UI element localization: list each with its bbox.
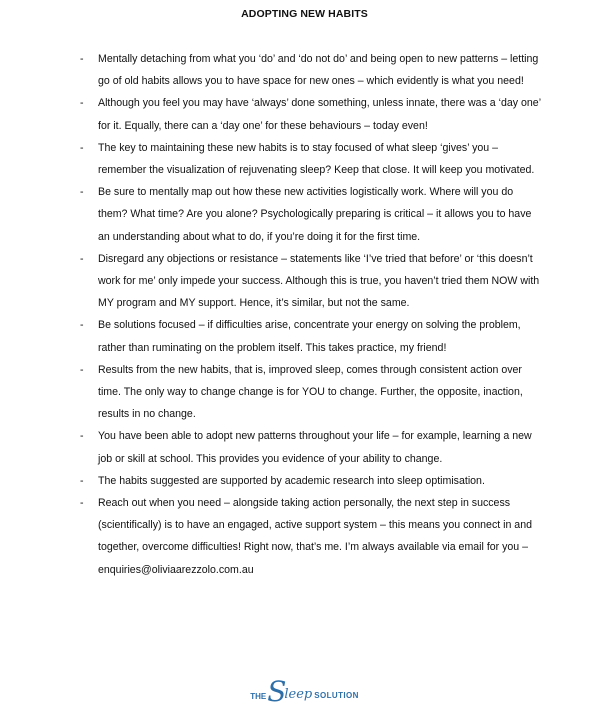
- bullet-marker: -: [80, 474, 84, 487]
- bullet-marker: -: [80, 252, 84, 265]
- bullet-marker: -: [80, 497, 84, 510]
- logo-s-letter: S: [267, 675, 287, 708]
- page-title: ADOPTING NEW HABITS: [241, 8, 368, 20]
- bullet-marker: -: [80, 319, 84, 332]
- bullet-marker: -: [80, 186, 84, 199]
- bullet-text: Mentally detaching from what you ‘do’ and ‘do not do’ and being open to new patterns – letting go of old habits allows you to have space for new ones – which evidently is what you need!: [98, 53, 539, 88]
- sleep-solution-logo: [0, 675, 609, 708]
- bullet-marker: -: [80, 141, 84, 154]
- bullet-text: Although you feel you may have ‘always’ done something, unless innate, there was a ‘day one’ for it. Equally, there can a ‘day one’ for these behaviours – today even!: [98, 97, 541, 132]
- bullet-text: Be sure to mentally map out how these new activities logistically work. Where will you do them? What time? Are you alone? Psychologically preparing is critical – it allows you to have an understanding about what to do, if you’re doing it for the first time.: [98, 186, 532, 243]
- bullet-marker: -: [80, 363, 84, 376]
- list-item: [0, 314, 609, 358]
- bullet-list: [0, 48, 609, 581]
- bullet-marker: -: [80, 430, 84, 443]
- list-item: [0, 470, 609, 492]
- bullet-text: The habits suggested are supported by academic research into sleep optimisation.: [98, 474, 485, 487]
- bullet-marker: -: [80, 53, 84, 65]
- logo-leep-text: leep: [284, 687, 313, 702]
- bullet-text: Results from the new habits, that is, improved sleep, comes through consistent action over time. The only way to change change is for YOU to change. Further, the opposite, inaction, results in no change.: [98, 363, 523, 421]
- bullet-text: The key to maintaining these new habits is to stay focused of what sleep ‘gives’ you – remember the visualization of rejuvenating sleep? Keep that close. It will keep you motivated.: [98, 141, 535, 177]
- list-item: [0, 359, 609, 426]
- bullet-text: Be solutions focused – if difficulties arise, concentrate your energy on solving the problem, rather than ruminating on the problem itself. This takes practice, my friend!: [98, 319, 521, 354]
- list-item: [0, 181, 609, 248]
- list-item: [0, 92, 609, 136]
- logo-wordmark: [250, 675, 359, 708]
- bullet-text: You have been able to adopt new patterns throughout your life – for example, learning a new job or skill at school. This provides you evidence of your ability to change.: [98, 430, 532, 465]
- list-item: [0, 492, 609, 581]
- logo-solution-text: SOLUTION: [314, 691, 359, 700]
- list-item: [0, 425, 609, 469]
- list-item: [0, 248, 609, 315]
- bullet-marker: -: [80, 97, 84, 110]
- bullet-text: Reach out when you need – alongside taking action personally, the next step in success (scientifically) is to have an engaged, active support system – this means you connect in and together, overcome difficulties! Right now, that’s me. I’m always available via email for you – enquiries@oliviaarezzolo.com.au: [98, 497, 532, 576]
- bullet-text: Disregard any objections or resistance – statements like ‘I’ve tried that before’ or ‘this doesn’t work for me’ only impede your success. Although this is true, you haven’t tried them NOW with MY program and MY support. Hence, it’s similar, but not the same.: [98, 252, 540, 310]
- logo-the-text: THE: [250, 692, 267, 701]
- list-item: [0, 48, 609, 92]
- list-item: [0, 137, 609, 181]
